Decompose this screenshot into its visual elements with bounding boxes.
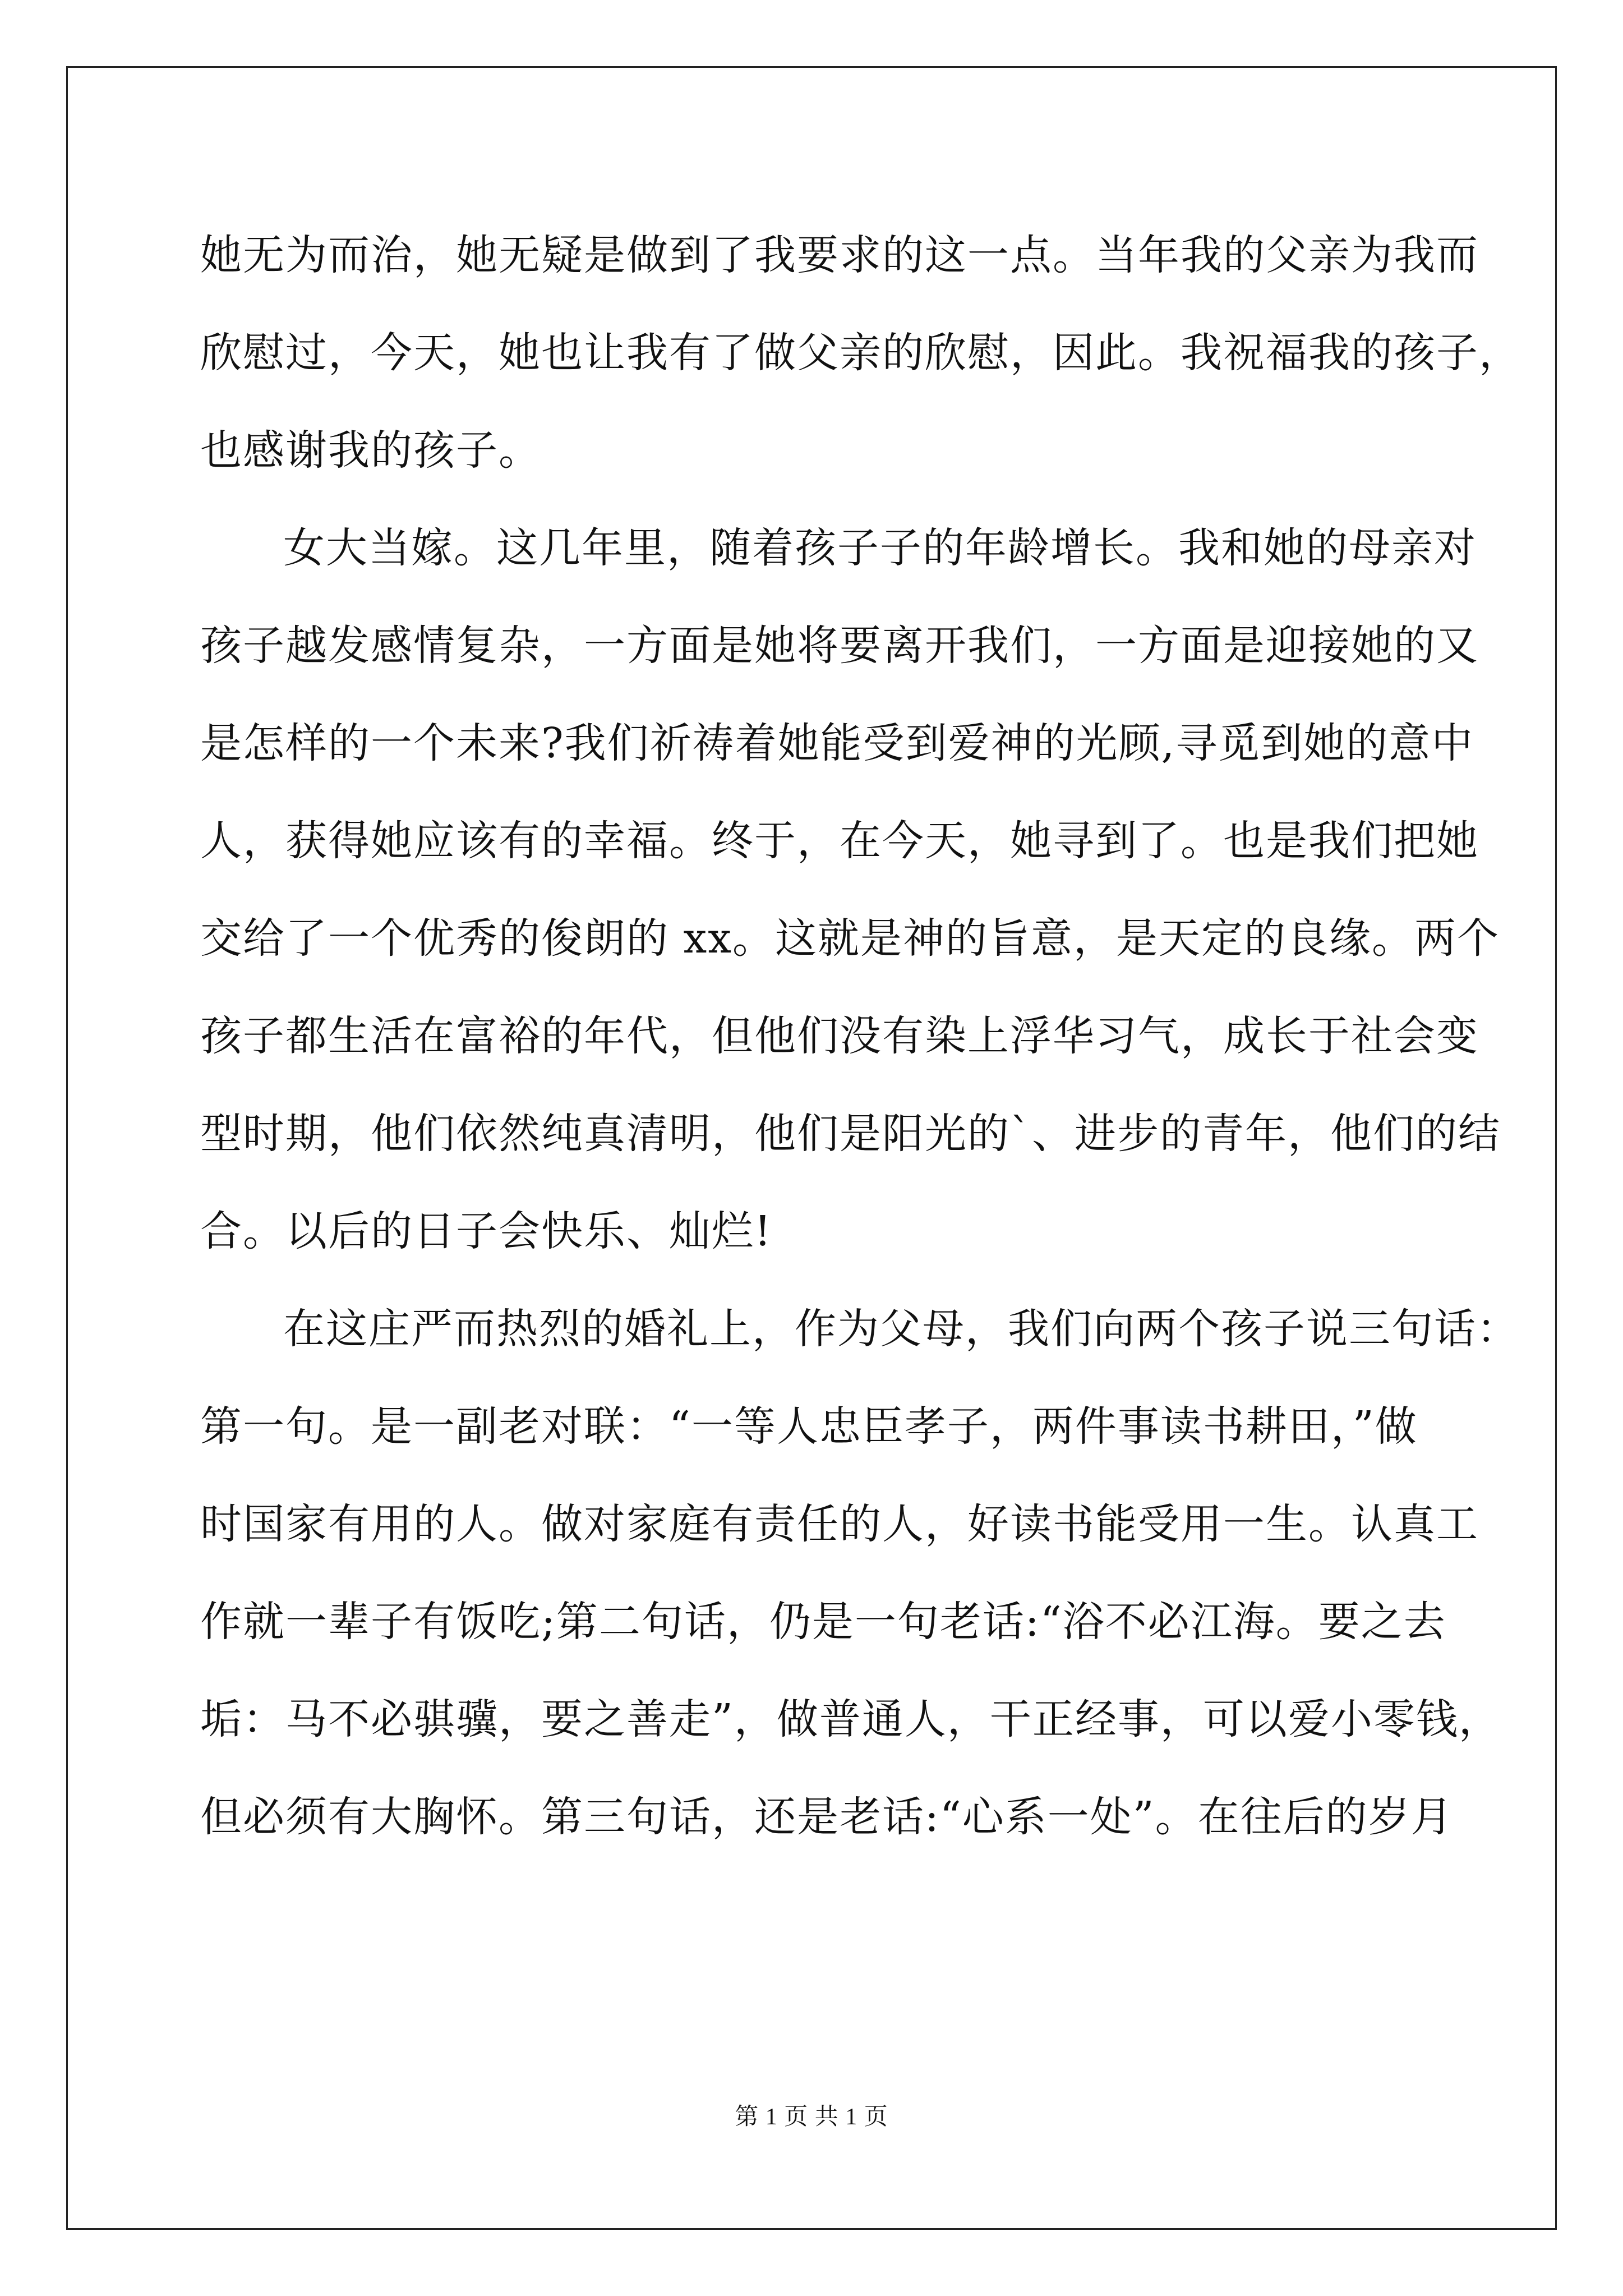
text-line: 但必须有大胸怀。第三句话，还是老话:“心系一处”。在往后的岁月 xyxy=(200,1793,1454,1841)
text-line: 型时期，他们依然纯真清明，他们是阳光的`、进步的青年，他们的结 xyxy=(200,1110,1501,1158)
text-line: 交给了一个优秀的俊朗的 xx。这就是神的旨意，是天定的良缘。两个 xyxy=(200,914,1500,963)
document-body xyxy=(200,206,1521,1866)
text-line: 在这庄严而热烈的婚礼上，作为父母，我们向两个孩子说三句话： xyxy=(283,1305,1519,1353)
page-number-footer: 第 1 页 共 1 页 xyxy=(735,2104,888,2130)
text-line: 欣慰过，今天，她也让我有了做父亲的欣慰，因此。我祝福我的孩子， xyxy=(200,329,1521,377)
text-line: 第一句。是一副老对联：“一等人忠臣孝子，两件事读书耕田，”做 xyxy=(200,1402,1418,1451)
text-line: 是怎样的一个未来?我们祈祷着她能受到爱神的光顾,寻觅到她的意中 xyxy=(200,719,1474,767)
text-line: 女大当嫁。这几年里，随着孩子子的年龄增长。我和她的母亲对 xyxy=(283,524,1477,572)
text-line: 她无为而治，她无疑是做到了我要求的这一点。当年我的父亲为我而 xyxy=(200,231,1479,279)
text-line: 人，获得她应该有的幸福。终于，在今天，她寻到了。也是我们把她 xyxy=(200,817,1479,865)
text-line: 垢：马不必骐骥，要之善走”，做普通人，干正经事，可以爱小零钱， xyxy=(200,1695,1501,1743)
text-line: 孩子都生活在富裕的年代，但他们没有染上浮华习气，成长于社会变 xyxy=(200,1012,1479,1060)
text-line: 作就一辈子有饭吃;第二句话，仍是一句老话:“浴不必江海。要之去 xyxy=(200,1598,1446,1646)
text-line: 时国家有用的人。做对家庭有责任的人，好读书能受用一生。认真工 xyxy=(200,1500,1479,1548)
text-line: 也感谢我的孩子。 xyxy=(200,426,541,475)
text-line: 孩子越发感情复杂，一方面是她将要离开我们，一方面是迎接她的又 xyxy=(200,622,1479,670)
text-line: 合。以后的日子会快乐、灿烂! xyxy=(200,1207,772,1255)
